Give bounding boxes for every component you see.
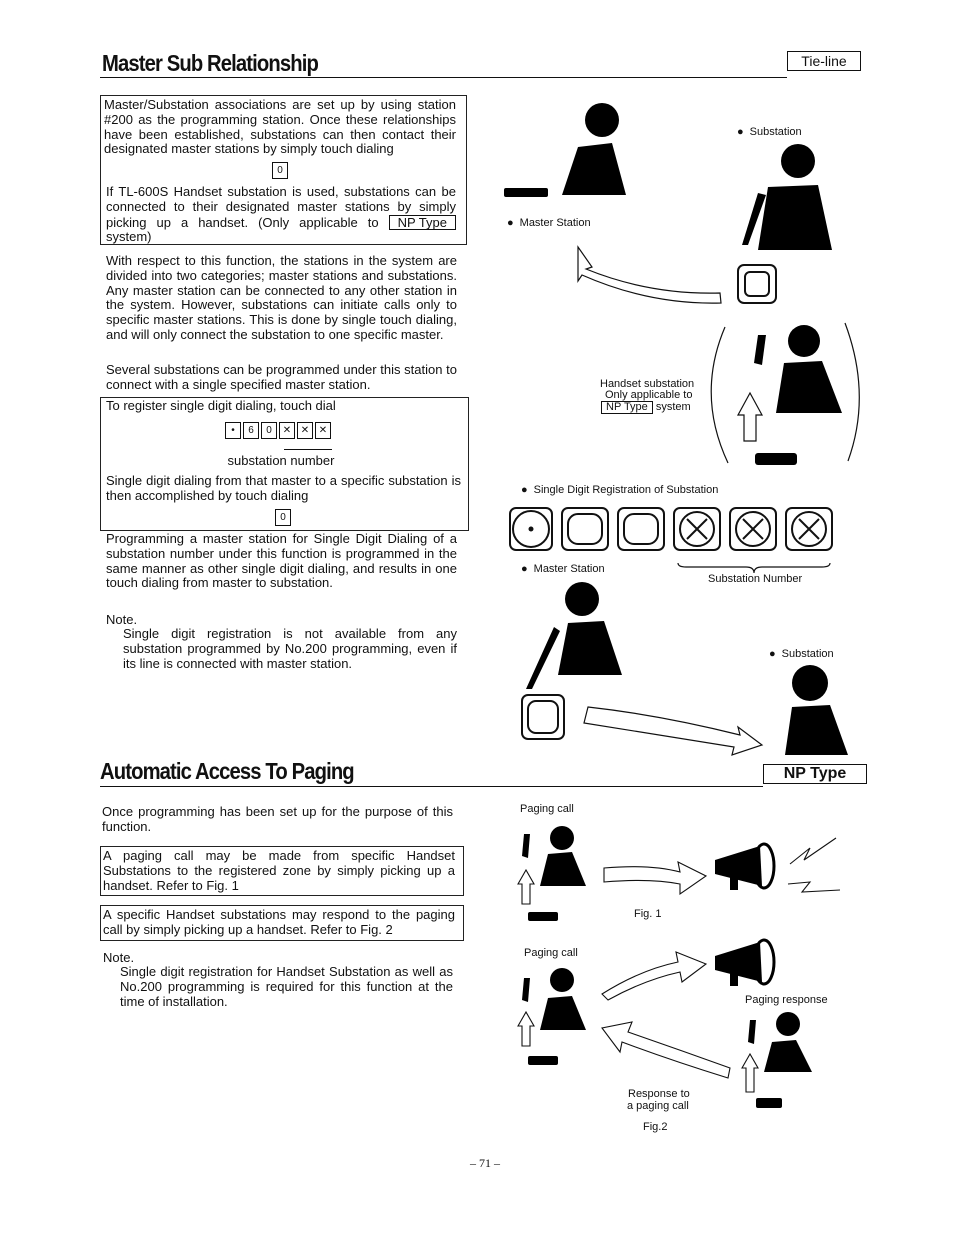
fig2-person xyxy=(522,968,586,1065)
zero-key-sub xyxy=(738,265,776,303)
note-label: Note. xyxy=(106,612,138,627)
master-person xyxy=(504,103,626,197)
label-response-1: Response to xyxy=(628,1088,690,1100)
title-rule-2 xyxy=(100,786,763,787)
label-only-applicable: Only applicable to xyxy=(605,389,693,401)
tie-line-tag: Tie-line xyxy=(787,51,861,71)
arrow-fig2 xyxy=(602,952,706,1000)
megaphone-1 xyxy=(715,844,774,890)
single-digit-text: Single digit dialing from that master to a specific substation is then accomplished by touch dialing xyxy=(106,473,461,503)
paging-box-1-text: A paging call may be made from specific Handset Substations to the registered zone by simply picking up a handset. Refer to Fig. 1 xyxy=(103,848,455,893)
paging-box-2-text: A specific Handset substations may respond to the paging call by simply picking up a handset. Refer to Fig. 2 xyxy=(103,907,455,937)
section-title-paging: Automatic Access To Paging xyxy=(100,758,354,784)
label-substation-2: ● Substation xyxy=(769,648,834,661)
key-zero-2: 0 xyxy=(274,509,292,527)
title-rule xyxy=(100,77,787,78)
paging-intro: Once programming has been set up for the purpose of this function. xyxy=(102,804,453,834)
paging-box-1 xyxy=(100,846,464,896)
arrow-to-master xyxy=(578,247,721,303)
register-text: To register single digit dialing, touch dial xyxy=(106,398,336,413)
paging-figure xyxy=(510,820,850,1120)
label-fig1: Fig. 1 xyxy=(634,908,662,920)
paging-note-label: Note. xyxy=(103,950,135,965)
register-box xyxy=(100,397,469,531)
handset-text: If TL-600S Handset substation is used, substations can be connected to their designated master stations by simply picking up a handset. (Only applicable to NP Type system) xyxy=(106,184,456,245)
label-fig2: Fig.2 xyxy=(643,1121,668,1133)
up-arrow xyxy=(738,393,762,441)
paging-note-text: Single digit registration for Handset Substation as well as No.200 programming is required for this function at the time of installation. xyxy=(120,964,453,1009)
note-text: Single digit registration is not available from any substation programmed by No.200 programming, even if its line is connected with master station. xyxy=(123,626,457,671)
register-keys: • 6 0 ✕ ✕ ✕ xyxy=(224,422,332,440)
section-title-master-sub: Master Sub Relationship xyxy=(102,50,318,76)
label-np-system: NP Type system xyxy=(601,401,691,414)
para-several: Several substations can be programmed under this station to connect with a single specified master station. xyxy=(106,362,457,392)
page-number: – 71 – xyxy=(470,1156,500,1170)
fig1-person xyxy=(522,826,586,921)
key-zero: 0 xyxy=(271,162,289,180)
substation-number-caption: substation number xyxy=(227,453,335,468)
megaphone-2 xyxy=(715,940,774,986)
label-substation-1: ● Substation xyxy=(737,126,802,139)
para-categories: With respect to this function, the stations in the system are divided into two categories; master stations and substations. Any master station can be connected to any other station in the system. However, substations can initiate calls only to specific master stations. This is done by single touch dialing, and will only connect the substation to one specific master. xyxy=(106,253,457,342)
big-keys xyxy=(510,508,832,550)
substation-person-2 xyxy=(785,665,848,755)
arrow-to-sub xyxy=(584,707,762,755)
bracket-line xyxy=(284,449,332,450)
master-person-2 xyxy=(526,582,622,689)
arrow-response xyxy=(602,1022,730,1078)
label-handset-sub: Handset substation xyxy=(600,378,695,390)
master-sub-figure xyxy=(500,95,870,765)
substation-person-1 xyxy=(742,144,832,250)
np-type-tag: NP Type xyxy=(763,764,867,784)
label-single-digit: ● Single Digit Registration of Substation xyxy=(521,484,718,497)
intro-text: Master/Substation associations are set up by using station #200 as the programming station. Once these relationships have been established, substations can then contact their designated master stations by simply touch dialing xyxy=(104,97,456,157)
handset-person xyxy=(754,325,842,465)
arrow-fig1 xyxy=(604,862,706,894)
label-response-2: a paging call xyxy=(627,1100,689,1112)
np-type-inline: NP Type xyxy=(389,215,456,230)
label-paging-response: Paging response xyxy=(745,994,828,1006)
intro-box xyxy=(100,95,467,245)
label-master-station: ● Master Station xyxy=(507,217,591,230)
label-paging-call-2: Paging call xyxy=(524,947,578,959)
responder-person xyxy=(748,1012,812,1108)
paging-box-2 xyxy=(100,905,464,941)
para-programming: Programming a master station for Single Digit Dialing of a substation number under this function is programmed in the same manner as other single digit dialing, and results in one touch dialing from master to substation. xyxy=(106,531,457,591)
label-substation-number: Substation Number xyxy=(708,573,803,585)
label-master-station-2: ● Master Station xyxy=(521,563,605,576)
label-paging-call-1: Paging call xyxy=(520,803,574,815)
